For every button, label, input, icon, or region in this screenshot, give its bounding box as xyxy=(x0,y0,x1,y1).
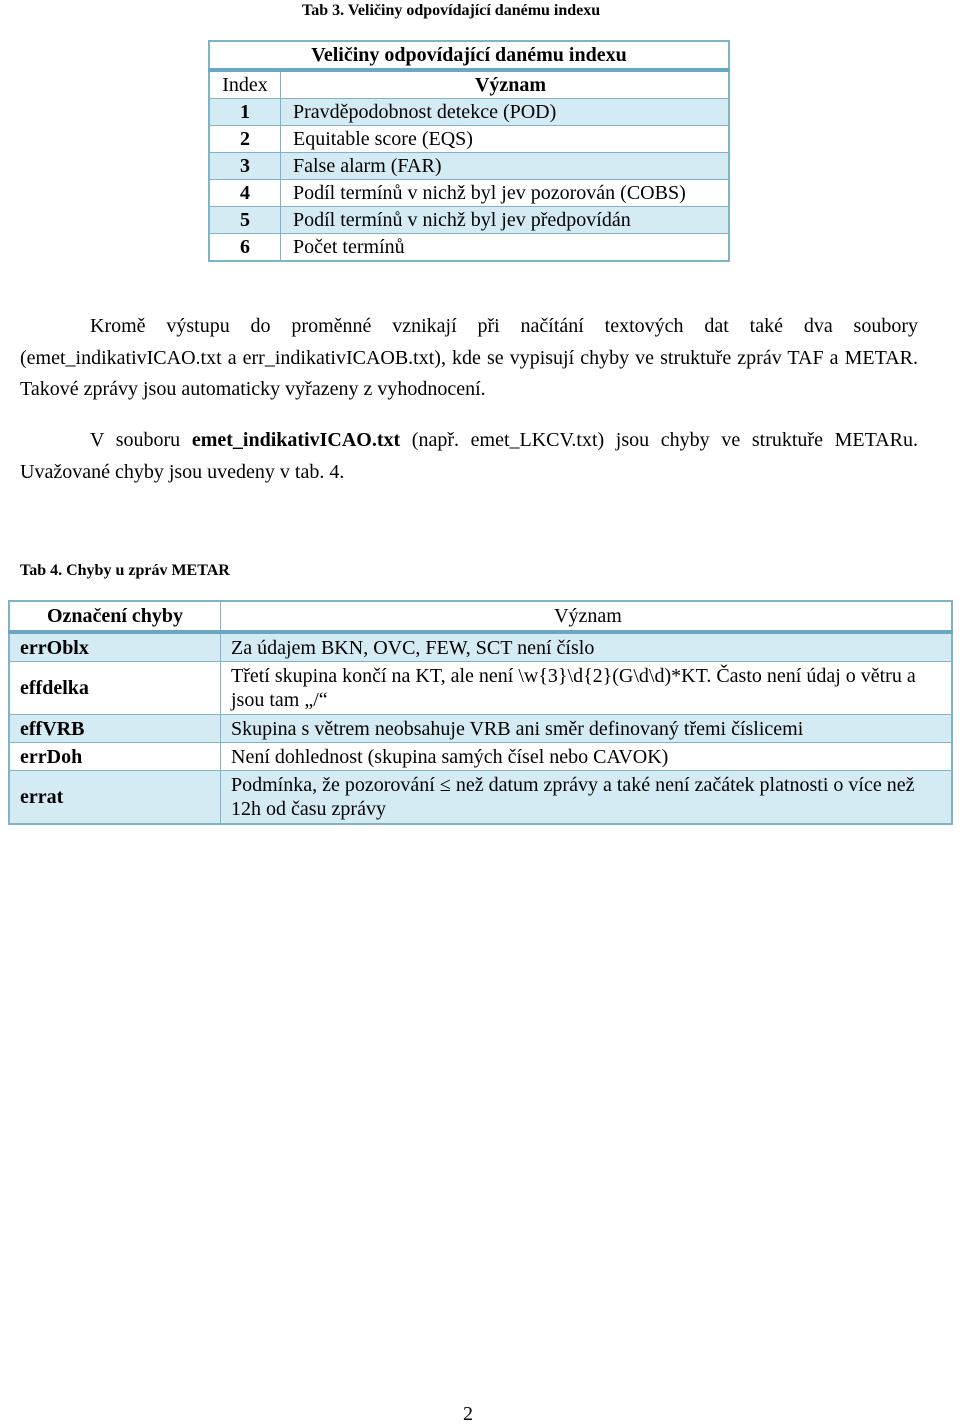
row-index: 6 xyxy=(209,234,281,262)
table-row xyxy=(9,715,952,743)
table-row xyxy=(209,153,729,180)
header-meaning: Význam xyxy=(221,601,953,632)
row-index: 3 xyxy=(209,153,281,180)
paragraph-text-after: (např. emet_LKCV.txt) jsou chyby ve struktuře METARu. Uvažované chyby jsou uvedeny v tab. 4. xyxy=(20,429,918,483)
error-meaning: Třetí skupina končí na KT, ale není \w{3}\d{2}(G\d\d)*KT. Často není údaj o větru a jsou tam „/“ xyxy=(221,662,953,715)
row-index: 1 xyxy=(209,99,281,126)
paragraph-text: Kromě výstupu do proměnné vznikají při načítání textových dat také dva soubory (emet_indikativICAO.txt a err_indikativICAOB.txt), kde se vypisují chyby ve struktuře zpráv TAF a METAR. Takové zprávy jsou automaticky vyřazeny z vyhodnocení. xyxy=(20,315,918,400)
header-index: Index xyxy=(209,70,281,99)
body-paragraph xyxy=(20,425,918,488)
table4-caption: Tab 4. Chyby u zpráv METAR xyxy=(20,562,230,579)
table-row xyxy=(9,662,952,715)
row-meaning: Podíl termínů v nichž byl jev předpovídán xyxy=(281,207,730,234)
file-name: emet_indikativICAO.txt xyxy=(191,429,401,451)
header-code: Označení chyby xyxy=(9,601,221,632)
error-code: errOblx xyxy=(9,632,221,662)
table-row xyxy=(209,180,729,207)
row-index: 2 xyxy=(209,126,281,153)
table-row xyxy=(209,234,729,262)
error-meaning: Skupina s větrem neobsahuje VRB ani směr definovaný třemi číslicemi xyxy=(221,715,953,743)
table-row xyxy=(209,99,729,126)
header-meaning: Význam xyxy=(281,70,730,99)
error-code: effdelka xyxy=(9,662,221,715)
table-quantities xyxy=(208,40,730,262)
row-index: 5 xyxy=(209,207,281,234)
row-meaning: Equitable score (EQS) xyxy=(281,126,730,153)
table3-caption: Tab 3. Veličiny odpovídající danému indexu xyxy=(302,2,601,19)
error-meaning: Podmínka, že pozorování ≤ než datum zprávy a také není začátek platnosti o více než 12h od času zprávy xyxy=(221,771,953,825)
table-row xyxy=(9,743,952,771)
row-meaning: Pravděpodobnost detekce (POD) xyxy=(281,99,730,126)
error-meaning: Za údajem BKN, OVC, FEW, SCT není číslo xyxy=(221,632,953,662)
error-meaning: Není dohlednost (skupina samých čísel nebo CAVOK) xyxy=(221,743,953,771)
row-meaning: False alarm (FAR) xyxy=(281,153,730,180)
table-metar-errors xyxy=(8,600,953,825)
body-paragraph xyxy=(20,311,918,406)
error-code: effVRB xyxy=(9,715,221,743)
error-code: errDoh xyxy=(9,743,221,771)
row-index: 4 xyxy=(209,180,281,207)
paragraph-text-before: V souboru xyxy=(90,429,192,451)
error-code: errat xyxy=(9,771,221,825)
page-number: 2 xyxy=(463,1403,473,1425)
table3-title: Veličiny odpovídající danému indexu xyxy=(209,41,729,70)
table-row xyxy=(209,126,729,153)
table-row xyxy=(9,632,952,662)
table-row xyxy=(9,771,952,825)
row-meaning: Počet termínů xyxy=(281,234,730,262)
table-row xyxy=(209,207,729,234)
row-meaning: Podíl termínů v nichž byl jev pozorován (COBS) xyxy=(281,180,730,207)
